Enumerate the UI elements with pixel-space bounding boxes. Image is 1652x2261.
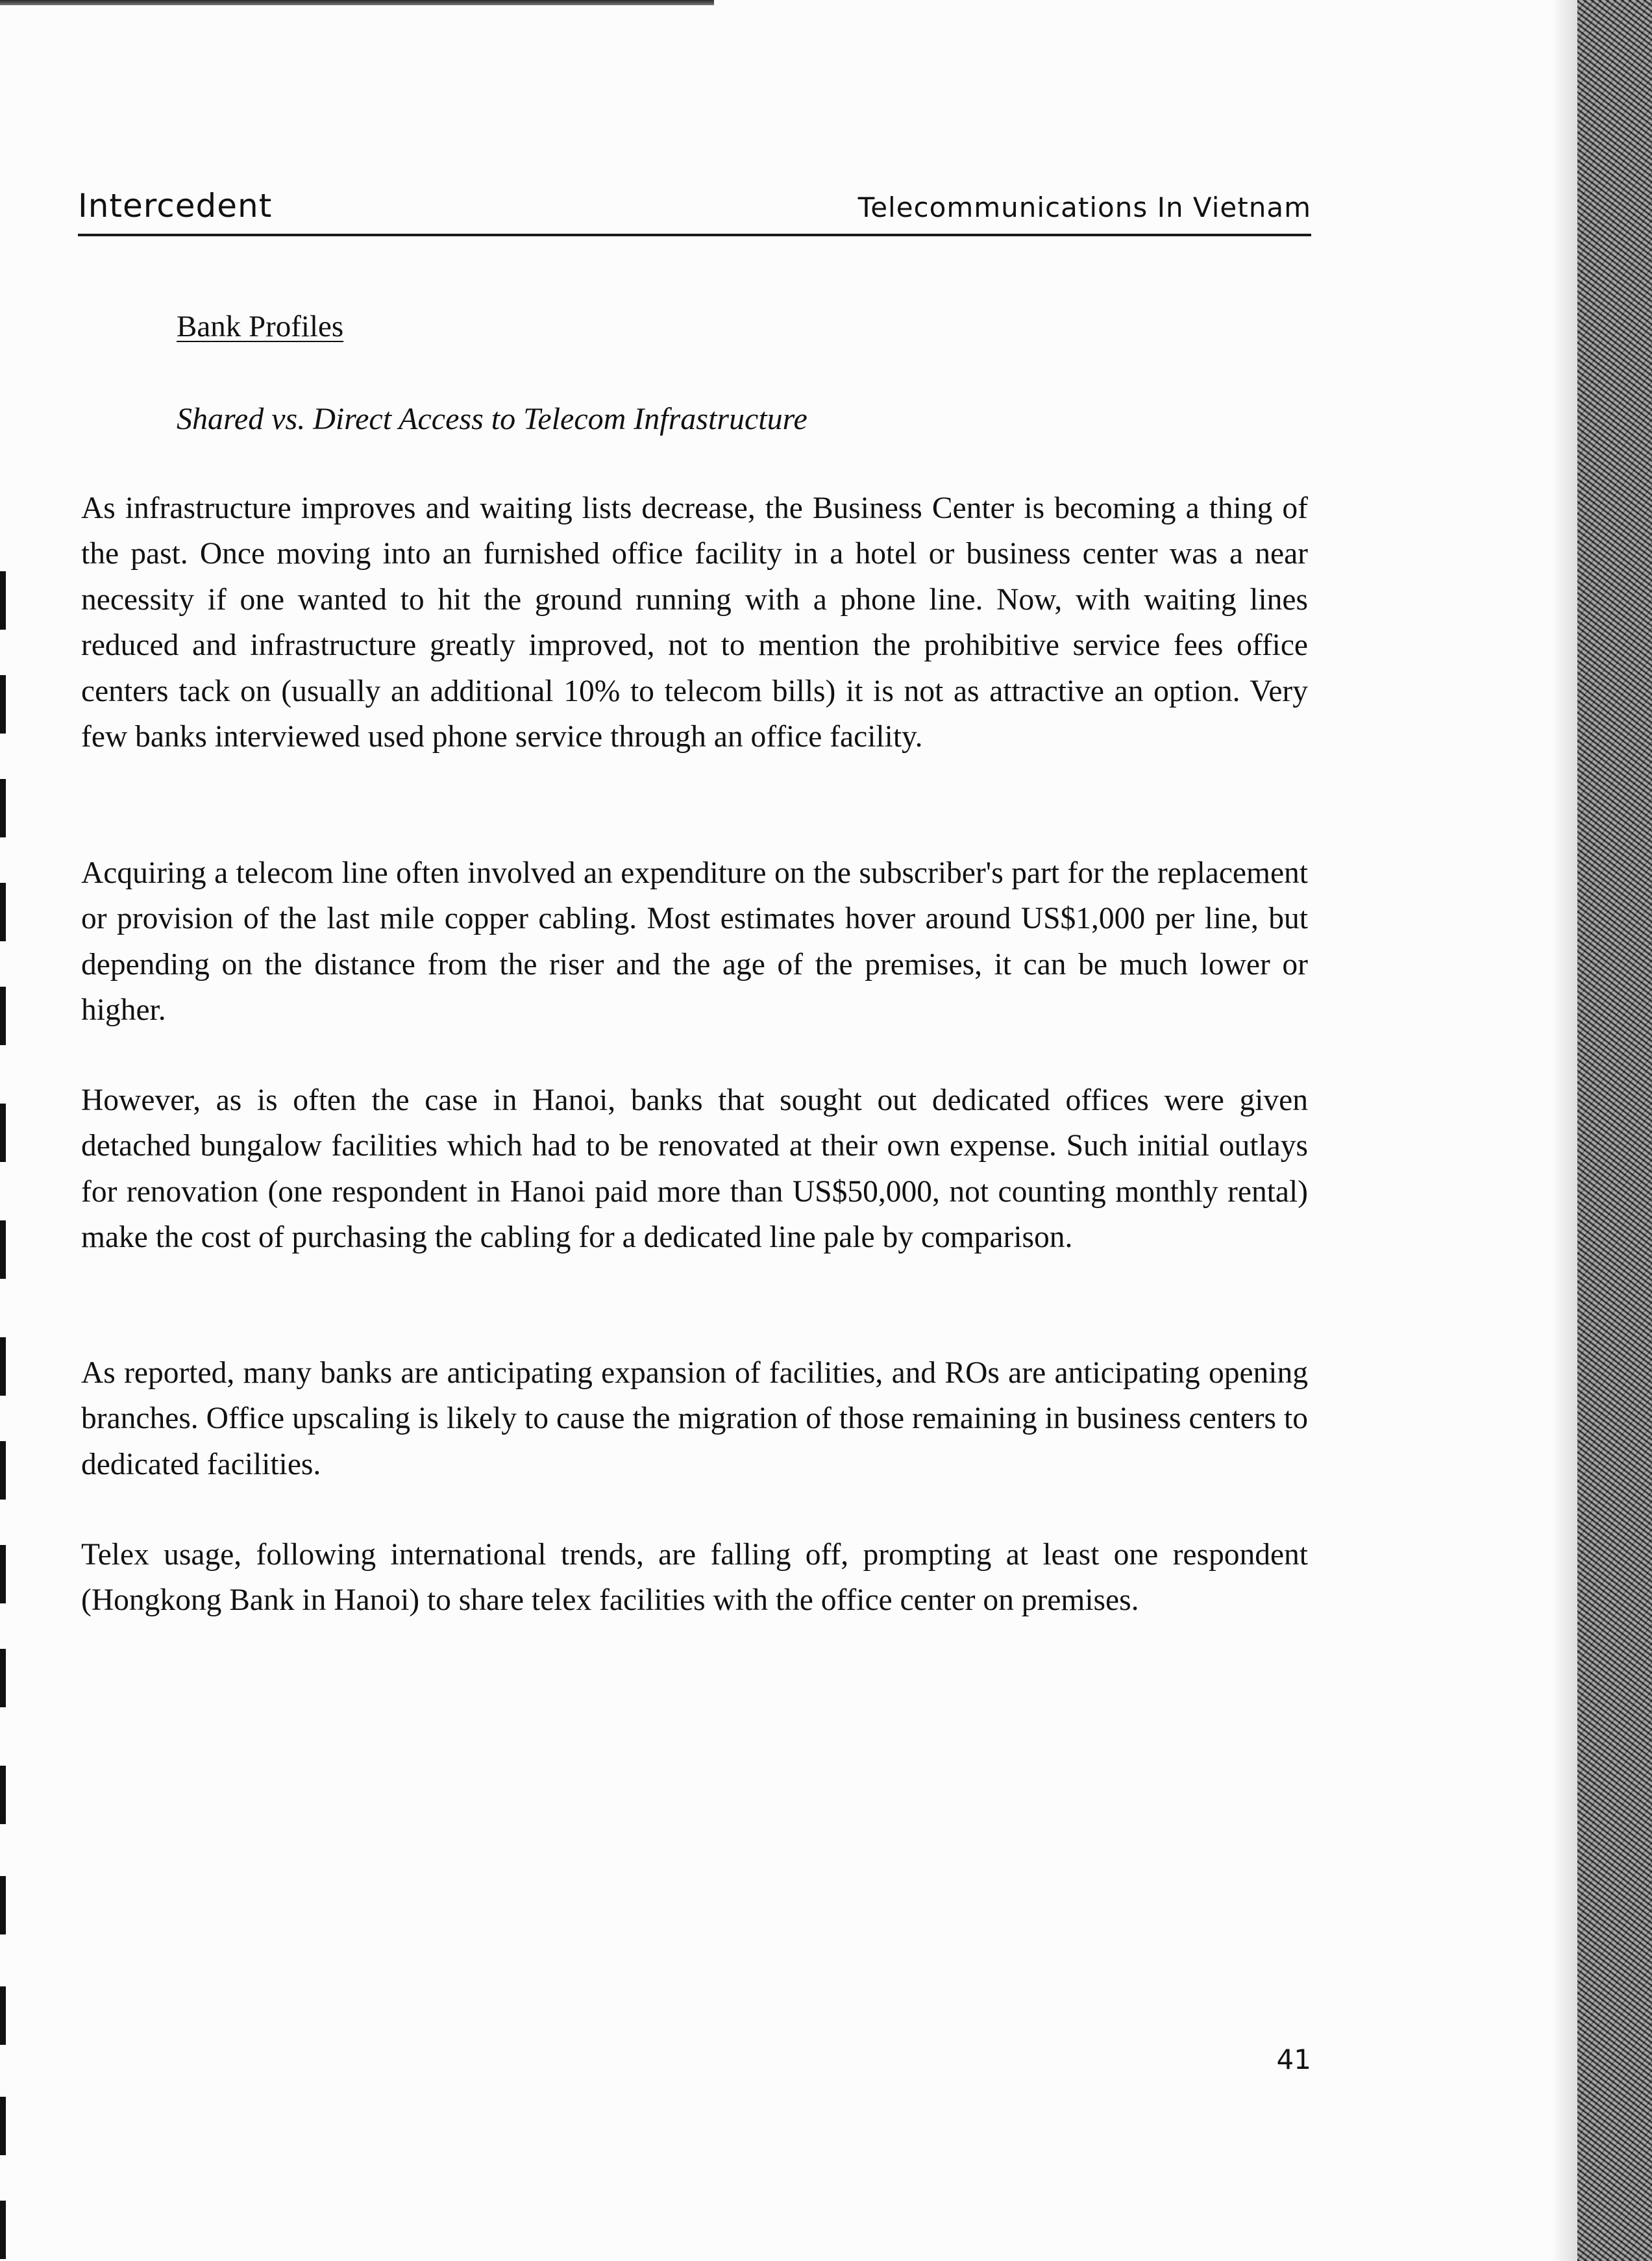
body-paragraph: However, as is often the case in Hanoi, banks that sought out dedicated offices were given detached bungalow facilities which had to be renovated at their own expense. Such initial outlays for renovation (one respondent in Hanoi paid more than US$50,000, not counting monthly rental) make the cost of purchasing the cabling for a dedicated line pale by comparison. (81, 1083, 1308, 1255)
scan-right-edge (1577, 0, 1652, 2261)
scan-top-edge (0, 0, 714, 5)
binding-mark (0, 883, 6, 941)
binding-mark (0, 675, 6, 734)
body-paragraph: As infrastructure improves and waiting lists decrease, the Business Center is becoming a thing of the past. Once moving into an furnished office facility in a hotel or business center was a near necessity if one wanted to hit the ground running with a phone line. Now, with waiting lines reduced and infrastructure greatly improved, not to mention the prohibitive service fees office centers tack on (usually an additional 10% to telecom bills) it is not as attractive an option. Very few banks interviewed used phone service through an office facility. (81, 491, 1308, 754)
binding-mark (0, 1649, 6, 1707)
binding-mark (0, 1986, 6, 2045)
binding-mark (0, 1441, 6, 1500)
body-paragraph: As reported, many banks are anticipating expansion of facilities, and ROs are anticipating opening branches. Office upscaling is likely to cause the migration of those remaining in business centers to dedicated facilities. (81, 1356, 1308, 1481)
binding-mark (0, 1766, 6, 1824)
binding-mark (0, 1220, 6, 1279)
binding-mark (0, 1545, 6, 1603)
body-paragraph: Acquiring a telecom line often involved an expenditure on the subscriber's part for the replacement or provision of the last mile copper cabling. Most estimates hover around US$1,000 per line, but depending on the distance from the riser and the age of the premises, it can be much lower or higher. (81, 856, 1308, 1028)
subsection-title: Shared vs. Direct Access to Telecom Infrastructure (177, 402, 808, 436)
binding-mark (0, 2097, 6, 2155)
header-report-title: Telecommunications In Vietnam (857, 192, 1311, 223)
body-paragraph: Telex usage, following international trends, are falling off, prompting at least one respondent (Hongkong Bank in Hanoi) to share telex facilities with the office center on premises. (81, 1538, 1308, 1618)
binding-mark (0, 779, 6, 837)
page-number: 41 (1276, 2044, 1311, 2075)
binding-mark (0, 1876, 6, 1934)
binding-mark (0, 987, 6, 1045)
binding-mark (0, 571, 6, 630)
page-header (78, 182, 1311, 236)
section-title: Bank Profiles (177, 310, 344, 343)
scan-right-shadow (1551, 0, 1577, 2261)
binding-mark (0, 1337, 6, 1396)
binding-mark (0, 2201, 6, 2259)
binding-mark (0, 1104, 6, 1162)
header-company-name: Intercedent (78, 187, 273, 225)
